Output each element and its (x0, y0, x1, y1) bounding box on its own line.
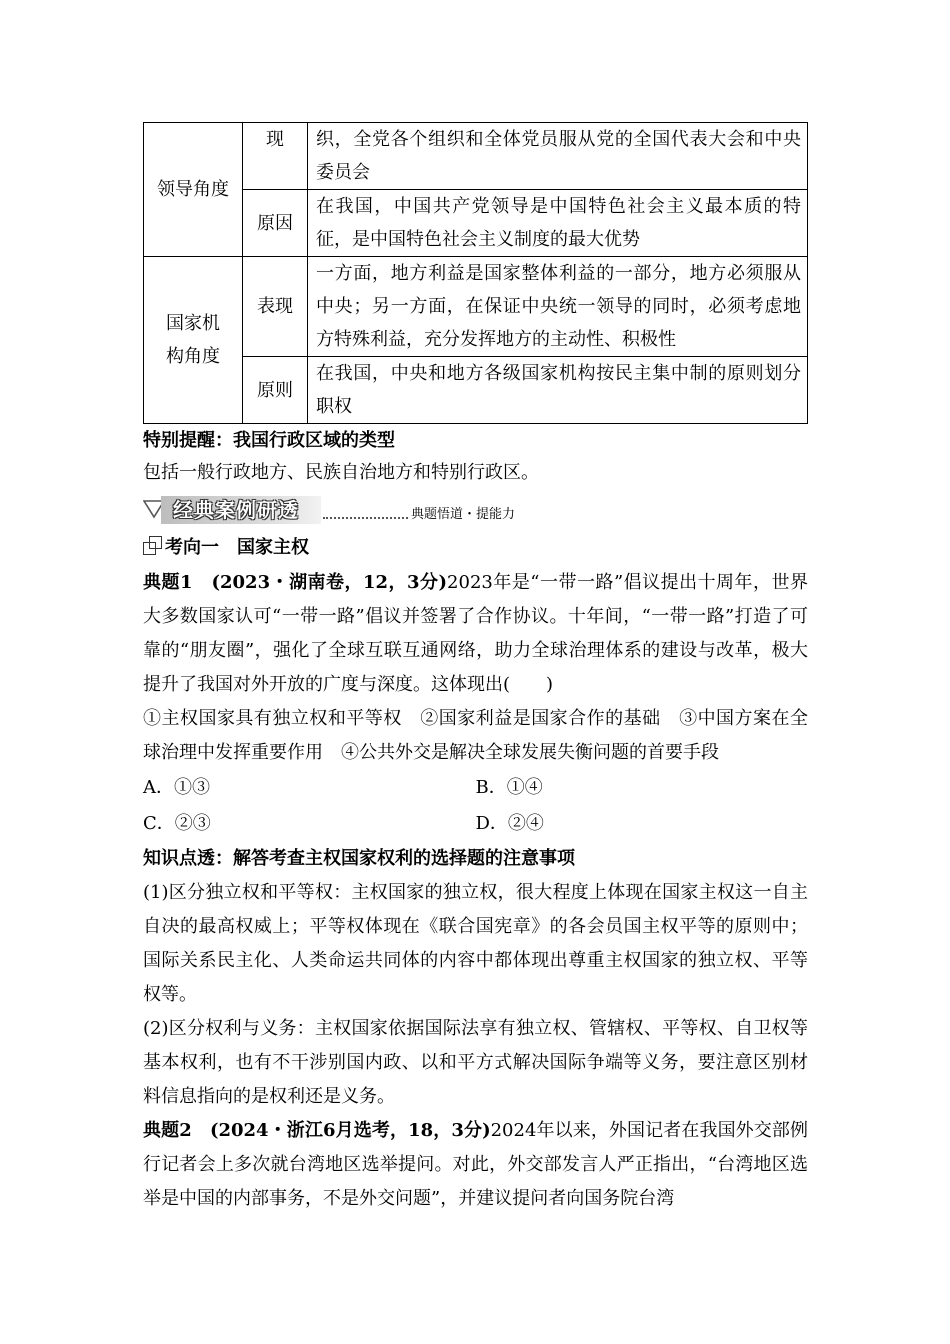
question-source: (2024・浙江6月选考，18，3分) (209, 1120, 491, 1141)
options-row (143, 806, 808, 842)
option-b[interactable]: B．①④ (475, 777, 543, 798)
direction-label: 考向一 国家主权 (165, 537, 309, 558)
table-row (144, 190, 808, 257)
table-group-cell: 国家机构角度 (144, 257, 243, 424)
table-text-cell: 在我国，中国共产党领导是中国特色社会主义最本质的特征，是中国特色社会主义制度的最大优势 (308, 190, 808, 257)
question-text: 2024年以来，外国记者在我国外交部例行记者会上多次就台湾地区选举提问。对此，外交部发言人严正指出，“台湾地区选举是中国的内部事务，不是外交问题”，并建议提问者向国务院台湾 (143, 1120, 809, 1209)
section-title: 经典案例研透 (173, 498, 299, 522)
table-sub-cell: 表现 (243, 257, 308, 357)
option-c[interactable]: C．②③ (143, 813, 211, 834)
table-sub-cell: 原因 (243, 190, 308, 257)
question-1-stem (143, 566, 808, 702)
principle-table (143, 122, 808, 424)
table-text-cell: 织，全党各个组织和全体党员服从党的全国代表大会和中央委员会 (308, 123, 808, 190)
question-1-statements: ①主权国家具有独立权和平等权 ②国家利益是国家合作的基础 ③中国方案在全球治理中发挥重要作用 ④公共外交是解决全球发展失衡问题的首要手段 (143, 708, 808, 763)
question-label: 典题1 (143, 572, 193, 593)
tip-title: 特别提醒：我国行政区域的类型 (143, 430, 395, 451)
option-a[interactable]: A．①③ (143, 777, 210, 798)
table-row (144, 123, 808, 190)
option-d[interactable]: D．②④ (475, 813, 544, 834)
knowledge-paragraph-2: (2)区分权利与义务：主权国家依据国际法享有独立权、管辖权、平等权、自卫权等基本权利，也有不干涉别国内政、以和平方式解决国际争端等义务，要注意区别材料信息指向的是权利还是义务。 (143, 1018, 808, 1107)
stacked-squares-icon (143, 536, 163, 556)
question-2-stem (143, 1114, 808, 1216)
table-sub-cell: 现 (243, 123, 308, 190)
table-text-cell: 一方面，地方利益是国家整体利益的一部分，地方必须服从中央；另一方面，在保证中央统一领导的同时，必须考虑地方特殊利益，充分发挥地方的主动性、积极性 (308, 257, 808, 357)
table-text-cell: 在我国，中央和地方各级国家机构按民主集中制的原则划分职权 (308, 357, 808, 424)
options-row (143, 770, 808, 806)
question-text: 2023年是“一带一路”倡议提出十周年，世界大多数国家认可“一带一路”倡议并签署了合作协议。十年间，“一带一路”打造了可靠的“朋友圈”，强化了全球互联互通网络，助力全球治理体系的建设与改革，极大提升了我国对外开放的广度与深度。这体现出( ) (143, 572, 808, 695)
knowledge-title: 知识点透：解答考查主权国家权利的选择题的注意事项 (143, 848, 575, 869)
table-sub-cell: 原则 (243, 357, 308, 424)
table-row (144, 257, 808, 357)
knowledge-paragraph-1: (1)区分独立权和平等权：主权国家的独立权，很大程度上体现在国家主权这一自主自决的最高权威上；平等权体现在《联合国宪章》的各会员国主权平等的原则中；国际关系民主化、人类命运共同体的内容中都体现出尊重主权国家的独立权、平等权等。 (143, 882, 808, 1005)
question-label: 典题2 (143, 1120, 192, 1141)
table-group-cell: 领导角度 (144, 123, 243, 257)
dotted-divider (323, 517, 408, 519)
table-row (144, 357, 808, 424)
page-content (143, 122, 808, 1216)
section-header (143, 494, 808, 530)
tip-body: 包括一般行政地方、民族自治地方和特别行政区。 (143, 462, 539, 483)
direction-heading (143, 530, 808, 566)
section-subtitle: 典题悟道・提能力 (411, 507, 516, 522)
question-source: (2023・湖南卷，12，3分) (211, 572, 448, 593)
